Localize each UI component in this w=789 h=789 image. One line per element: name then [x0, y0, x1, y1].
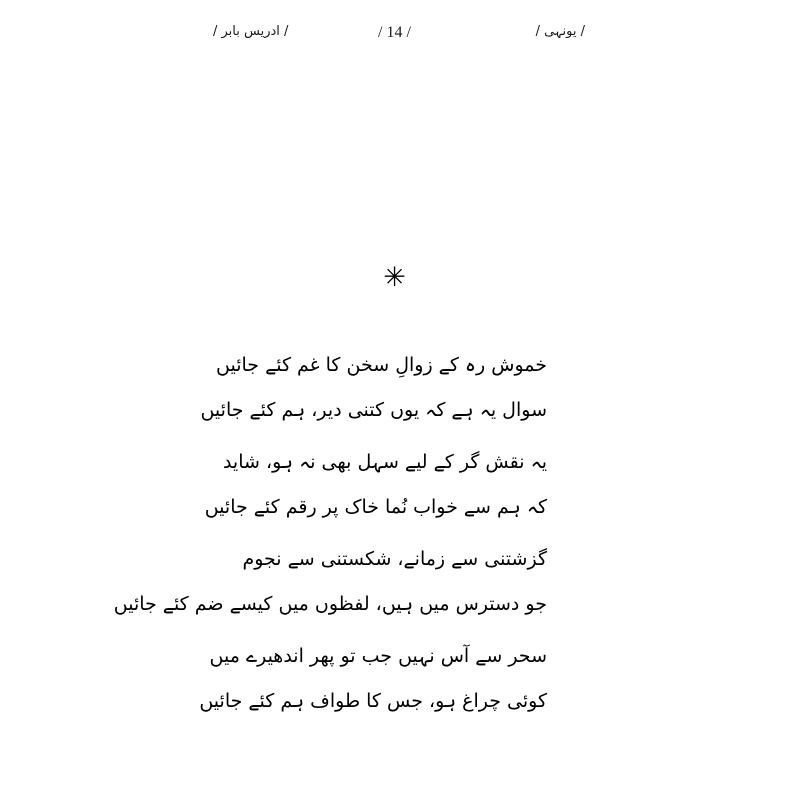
header-book-title: / یونہی /: [535, 24, 585, 39]
couplet-1: [114, 343, 547, 433]
verse-line: یہ نقش گر کے لیے سہل بھی نہ ہو، شاید: [222, 451, 547, 473]
couplet-4: [114, 634, 547, 724]
verse-line: خموش رہ کے زوالِ سخن کا غم کئے جائیں: [216, 354, 547, 376]
header-page-number: / 14 /: [378, 24, 411, 41]
verse-line: کوئی چراغ ہو، جس کا طواف ہم کئے جائیں: [199, 690, 547, 712]
verse-line: سحر سے آس نہیں جب تو پھر اندھیرے میں: [209, 645, 547, 667]
couplet-2: [114, 440, 547, 530]
verse-line: گزشتنی سے زمانے، شکستنی سے نجوم: [242, 548, 547, 570]
ghazal-text-block: [114, 343, 547, 731]
verse-line: کہ ہم سے خواب نُما خاک پر رقم کئے جائیں: [204, 496, 547, 518]
couplet-3: [114, 537, 547, 627]
verse-line: جو دسترس میں ہیں، لفظوں میں کیسے ضم کئے جائیں: [113, 593, 547, 615]
verse-line: سوال یہ ہے کہ یوں کتنی دیر، ہم کئے جائیں: [200, 399, 547, 421]
header-author-name: / ادریس بابر /: [213, 24, 289, 39]
section-divider-star-icon: ✳: [383, 262, 406, 293]
